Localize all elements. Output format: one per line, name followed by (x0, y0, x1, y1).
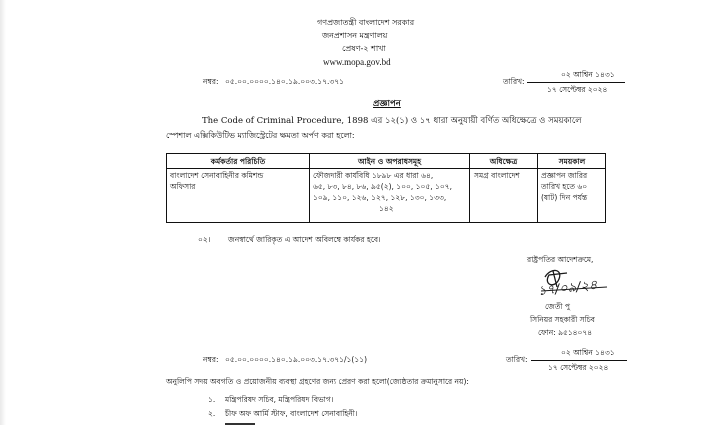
memo-date-english: ১৭ সেপ্টেম্বর ২০২৪ (547, 85, 608, 94)
order-text: রাষ্ট্রপতির আদেশক্রমে, (527, 255, 594, 264)
memo-2-date-english: ১৭ সেপ্টেম্বর ২০২৪ (548, 363, 609, 372)
branch-name: প্রেষণ-২ শাখা (342, 44, 386, 53)
table-header-law: আইন ও অপরাধসমূহ (357, 157, 422, 166)
memo-date-divider (527, 82, 625, 83)
table-cell-law-line: ১৪২ (379, 204, 394, 213)
delegation-table (166, 153, 606, 223)
signed-date: ১৭/০৯/২৪ (537, 277, 599, 300)
memo-2-date-label: তারিখ: (506, 355, 528, 364)
signatory-name: জেতী পু (545, 302, 571, 311)
table-cell-jurisdiction: সমগ্র বাংলাদেশ (474, 171, 520, 180)
memo-2-number-label: নম্বর: (203, 355, 219, 364)
copy-item-number: ১. (208, 395, 216, 404)
memo-date-bangla: ০২ আশ্বিন ১৪৩১ (561, 70, 615, 79)
table-header-officer: কর্মকর্তার পরিচিতি (210, 157, 266, 166)
para-2-number: ০২। (198, 235, 211, 244)
table-cell-law-line: ১০৯, ১১০, ১২৬, ১২৭, ১২৮, ১৩০, ১৩৩, (313, 193, 447, 202)
signatory-phone: ফোন: ৯৫১৪০৭৪ (538, 328, 593, 337)
body-line-2: স্পেশাল এক্সিকিউটিভ ম্যাজিস্ট্রেটের ক্ষমতা অর্পণ করা হলো: (166, 131, 355, 140)
memo-date-label: তারিখ: (503, 77, 525, 86)
memo-2-number: ০৫.০০.০০০০.১৪০.১৯.০০৩.১৭.৩৭১/১(১১) (225, 355, 368, 364)
table-cell-officer-line: অফিসার (170, 182, 196, 191)
memo-2-date-divider (531, 360, 627, 361)
memo-number-label: নম্বর: (203, 77, 219, 86)
table-cell-period-line: তারিখ হতে ৬০ (541, 182, 588, 191)
table-header-period: সময়কাল (558, 157, 586, 166)
para-2-text: জনস্বার্থে জারিকৃত এ আদেশ অবিলম্বে কার্যকর হবে। (228, 235, 381, 244)
table-cell-law-line: ৬৫, ৮৩, ৮৪, ৮৬, ৯৫(২), ১০০, ১০৫, ১০৭, (313, 182, 453, 191)
memo-2-date-bangla: ০২ আশ্বিন ১৪৩১ (561, 348, 615, 357)
body-line-1: The Code of Criminal Procedure, 1898 এর ১২(১) ও ১৭ ধারা অনুযায়ী বর্ণিত অধিক্ষেত্রে ও সময়কালে (202, 116, 582, 126)
memo-number: ০৫.০০.০০০০.১৪০.১৯.০০৩.১৭.৩৭১ (225, 77, 345, 86)
table-cell-period-line: (ষাট) দিন পর্যন্ত (541, 193, 588, 202)
copy-item-number: ২. (208, 409, 216, 418)
page-left-edge-shadow (0, 0, 6, 425)
notification-title: প্রজ্ঞাপন (373, 99, 401, 109)
website-link[interactable]: www.mopa.gov.bd (323, 57, 391, 67)
copy-intro: অনুলিপি সদয় অবগতি ও প্রয়োজনীয় ব্যবস্থা গ্রহণের জন্য প্রেরণ করা হলো(জ্যেষ্ঠতার ক্রমানুসারে নয়): (166, 377, 469, 386)
table-cell-officer-line: বাংলাদেশ সেনাবাহিনীর কমিশন্ড (170, 171, 264, 180)
ministry-name: জনপ্রশাসন মন্ত্রণালয় (322, 31, 388, 40)
table-cell-law-line: ফৌজদারী কার্যবিধি ১৮৯৮ এর ধারা ৬৪, (313, 171, 434, 180)
table-cell-period-line: প্রজ্ঞাপন জারির (541, 171, 588, 180)
copy-item-text: চীফ অফ আর্মি স্টাফ, বাংলাদেশ সেনাবাহিনী। (225, 409, 358, 418)
signatory-designation: সিনিয়র সহকারী সচিব (530, 315, 595, 324)
government-name: গণপ্রজাতন্ত্রী বাংলাদেশ সরকার (317, 18, 415, 27)
copy-item-text: মন্ত্রিপরিষদ সচিব, মন্ত্রিপরিষদ বিভাগ। (225, 395, 334, 404)
table-header-jurisdiction: অধিক্ষেত্র (489, 157, 518, 166)
